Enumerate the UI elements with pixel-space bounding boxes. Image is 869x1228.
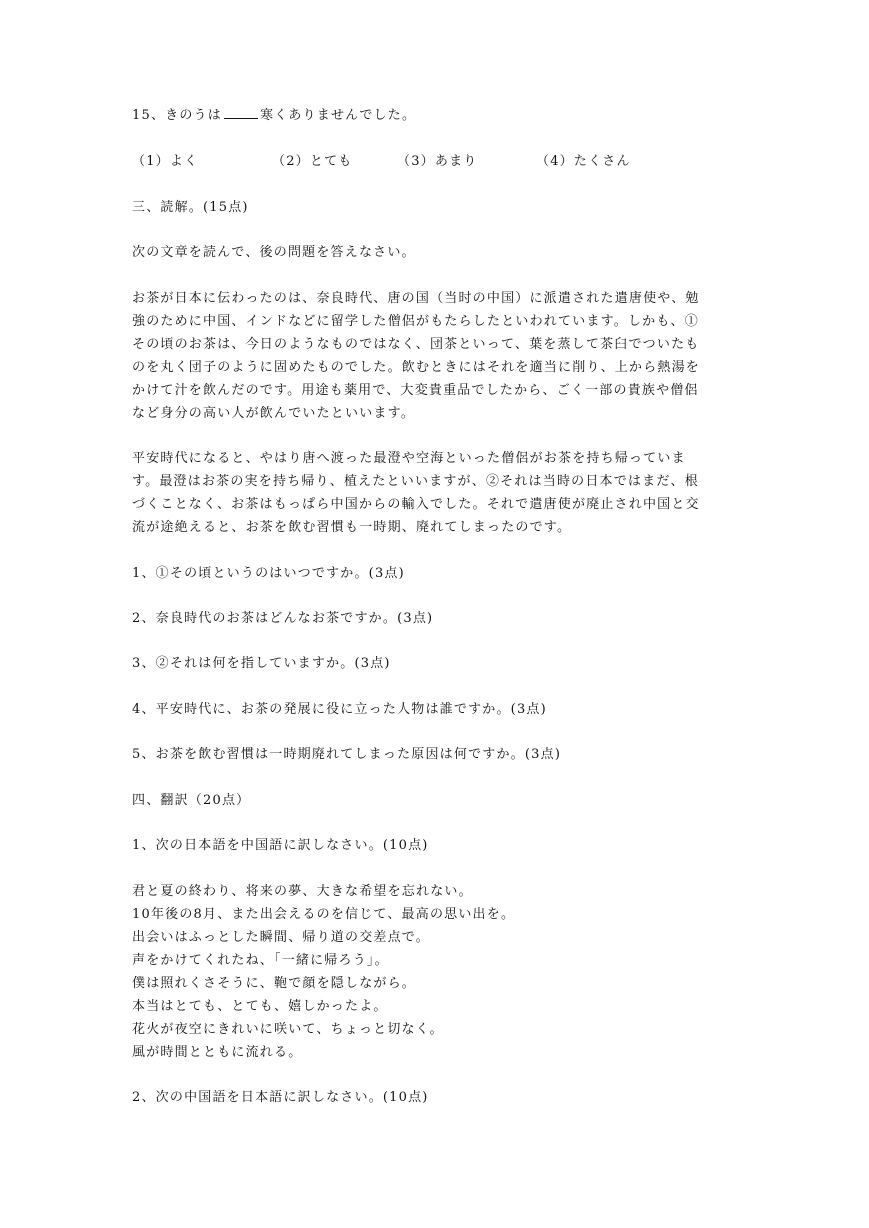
passage-line: のを丸く団子のように固めたものでした。飲むときにはそれを適当に削り、上から熱湯を (132, 360, 701, 375)
lyric-line: 出会いはふっとした瞬間、帰り道の交差点で。 (132, 930, 430, 945)
passage-line: 流が途絶えると、お茶を飲む習慣も一時期、廃れてしまったのです。 (132, 520, 572, 535)
question-15-prefix: 15、きのうは (132, 108, 222, 123)
lyric-line: 花火が夜空にきれいに咲いて、ちょっと切なく。 (132, 1022, 444, 1037)
translation-question-1: 1、次の日本語を中国語に訳しなさい。(10点) (132, 838, 429, 853)
translation-question-2: 2、次の中国語を日本語に訳しなさい。(10点) (132, 1090, 429, 1105)
option-1: （1）よく (132, 154, 199, 169)
reading-question-2: 2、奈良時代のお茶はどんなお茶ですか。(3点) (132, 611, 434, 626)
passage-line: その頃のお茶は、今日のようなものではなく、団茶といって、葉を蒸して茶臼でついたも (132, 337, 700, 352)
option-4: （4）たくさん (536, 154, 631, 169)
lyric-line: 僕は照れくさそうに、鞄で顔を隠しながら。 (132, 976, 417, 991)
reading-question-1: 1、①その頃というのはいつですか。(3点) (132, 566, 405, 581)
lyric-line: 10年後の8月、また出会えるのを信じて、最高の思い出を。 (132, 907, 516, 922)
passage-line: す。最澄はお茶の実を持ち帰り、植えたといいますが、②それは当時の日本ではまだ、根 (132, 474, 699, 489)
passage-line: かけて汁を飲んだのです。用途も薬用で、大変貴重品でしたから、ごく一部の貴族や僧侶 (132, 383, 699, 398)
lyric-line: 本当はとても、とても、嬉しかったよ。 (132, 999, 388, 1014)
answer-blank (224, 107, 258, 119)
question-15 (132, 104, 416, 127)
reading-question-5: 5、お茶を飲む習慣は一時期廃れてしまった原因は何ですか。(3点) (132, 747, 562, 762)
section-4-heading: 四、翻訳（20点） (132, 793, 251, 808)
passage-line: など身分の高い人が飲んでいたといいます。 (132, 406, 415, 421)
lyric-line: 君と夏の終わり、将来の夢、大きな希望を忘れない。 (132, 884, 473, 899)
passage-line: づくことなく、お茶はもっぱら中国からの輸入でした。それで遣唐使が廃止され中国と交 (132, 497, 700, 512)
passage-line: 強のために中国、インドなどに留学した僧侶がもたらしたといわれています。しかも、① (132, 314, 699, 329)
option-3: （3）あまり (397, 154, 478, 169)
option-2: （2）とても (272, 154, 353, 169)
lyric-line: 声をかけてくれたね、「一緒に帰ろう」。 (132, 953, 389, 968)
reading-question-4: 4、平安時代に、お茶の発展に役に立った人物は誰ですか。(3点) (132, 702, 547, 717)
question-15-suffix: 寒くありませんでした。 (259, 108, 417, 123)
lyric-line: 風が時間とともに流れる。 (132, 1045, 303, 1060)
section-3-heading: 三、読解。(15点) (132, 200, 249, 215)
passage-line: お茶が日本に伝わったのは、奈良時代、唐の国（当时の中国）に派遣された遣唐使や、勉 (132, 291, 700, 306)
reading-question-3: 3、②それは何を指していますか。(3点) (132, 656, 391, 671)
passage-line: 平安時代になると、やはり唐へ渡った最澄や空海といった僧侶がお茶を持ち帰っていま (132, 451, 686, 466)
section-3-instruction: 次の文章を読んで、後の問題を答えなさい。 (132, 245, 416, 260)
